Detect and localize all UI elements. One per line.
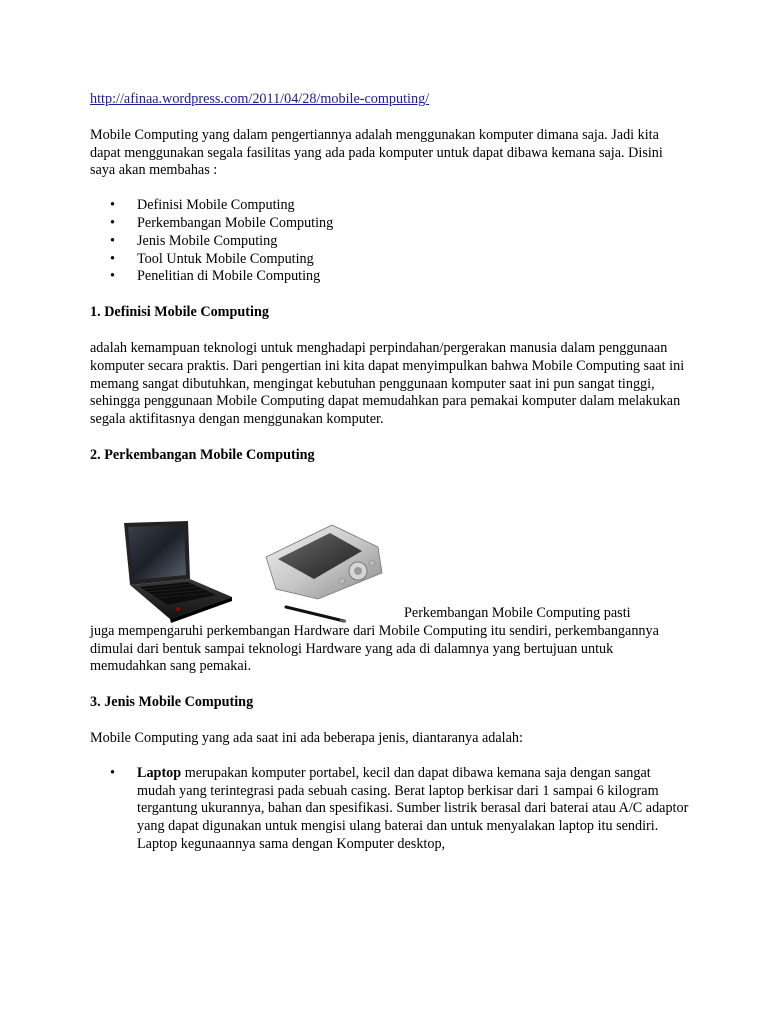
section-heading-jenis: 3. Jenis Mobile Computing	[90, 694, 254, 711]
perkembangan-text-first: Perkembangan Mobile Computing pasti	[404, 604, 631, 621]
section-heading-perkembangan: 2. Perkembangan Mobile Computing	[90, 446, 315, 463]
device-images	[90, 519, 690, 623]
list-item: • Jenis Mobile Computing	[90, 233, 690, 251]
pda-image	[258, 519, 398, 623]
intro-paragraph: Mobile Computing yang dalam pengertiannya adalah menggunakan komputer dimana saja. Jadi kita dapat menggunakan segala fasilitas yang ada pada komputer untuk dapat dibawa kemana saja. Disini saya akan membahas :	[90, 126, 663, 179]
list-item: • Tool Untuk Mobile Computing	[90, 251, 690, 269]
section-heading-definisi: 1. Definisi Mobile Computing	[90, 304, 269, 321]
jenis-paragraph: Mobile Computing yang ada saat ini ada beberapa jenis, diantaranya adalah:	[90, 729, 523, 746]
laptop-image	[108, 519, 236, 623]
list-item: • Perkembangan Mobile Computing	[90, 215, 690, 233]
list-item: • Definisi Mobile Computing	[90, 197, 690, 215]
definisi-paragraph: adalah kemampuan teknologi untuk menghadapi perpindahan/pergerakan manusia dalam penggunaan komputer secara praktis. Dari pengertian ini kita dapat menyimpulkan bahwa Mobile Computing saat ini memang sangat dibutuhkan, mengingat kebutuhan penggunaan komputer saat ini pun sangat tinggi, sehingga penggunaan Mobile Computing dapat memudahkan para pemakai komputer dalam melakukan segala aktifitasnya dengan menggunakan komputer.	[90, 339, 685, 428]
perkembangan-paragraph: juga mempengaruhi perkembangan Hardware dari Mobile Computing itu sendiri, perkembangannya dimulai dari bentuk sampai teknologi Hardware yang ada di dalamnya yang bertujuan untuk memudahkan sang pemakai.	[90, 622, 659, 675]
list-item	[90, 765, 690, 854]
source-link[interactable]: http://afinaa.wordpress.com/2011/04/28/mobile-computing/	[90, 91, 430, 107]
list-item: • Penelitian di Mobile Computing	[90, 268, 690, 286]
term-label: Laptop	[137, 764, 182, 781]
types-list	[90, 765, 690, 854]
document-content	[90, 91, 690, 854]
perkembangan-block	[90, 519, 690, 676]
term-description: merupakan komputer portabel, kecil dan dapat dibawa kemana saja dengan sangat mudah yang terintegrasi pada sebuah casing. Berat laptop berkisar dari 1 sampai 6 kilogram tergantung ukurannya, bahan dan spesifikasi. Sumber listrik berasal dari baterai atau A/C adaptor yang dapat digunakan untuk mengisi ulang baterai dan untuk menyalakan laptop itu sendiri. Laptop kegunaannya sama dengan Komputer desktop,	[137, 764, 689, 852]
topics-list	[90, 197, 690, 286]
